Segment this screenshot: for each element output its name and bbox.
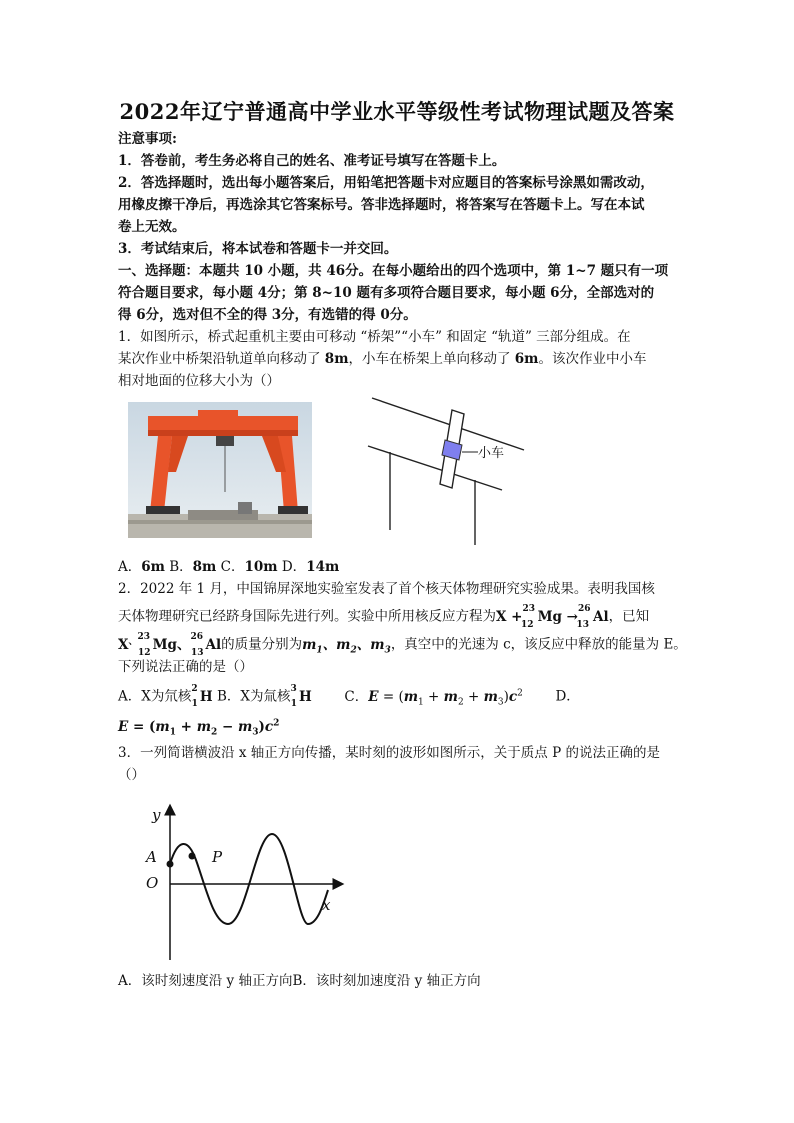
notice-heading: 注意事项: — [118, 131, 177, 147]
section-header: 符合题目要求，每小题 4分；第 8~10 题有多项符合题目要求，每小题 6分，全部选对的 — [118, 285, 655, 301]
q1-stem: 某次作业中桥架沿轨道单向移动了 8m，小车在桥架上单向移动了 6m。该次作业中小车 — [118, 351, 647, 367]
q3-stem: （） — [118, 767, 145, 783]
option-a[interactable]: A．6m — [118, 559, 165, 575]
option-a[interactable]: A．X为氘核$^2_1$ H — [118, 684, 213, 709]
q2-stem: $X^{、23}_{12}$ Mg、$^{26}_{13}$ Al的质量分别为$m_1$、$m_2$、$m_3$，真空中的光速为 c，该反应中释放的能量为 E。 — [118, 632, 687, 658]
notice-item: 1．答卷前，考生务必将自己的姓名、准考证号填写在答题卡上。 — [118, 153, 506, 169]
label-o: O — [146, 874, 159, 892]
notice-item: 3．考试结束后，将本试卷和答题卡一并交回。 — [118, 241, 398, 257]
option-b[interactable]: B．该时刻加速度沿 y 轴正方向 — [292, 973, 481, 989]
q2-stem: 天体物理研究已经跻身国际先进行列。实验中所用核反应方程为X +$^{23}_{12}$ Mg →$^{26}_{13}$ Al，已知 — [118, 604, 650, 630]
q2-stem: 下列说法正确的是（） — [118, 659, 253, 675]
option-a[interactable]: A．该时刻速度沿 y 轴正方向 — [118, 973, 293, 989]
option-c[interactable]: C．10m — [220, 559, 278, 575]
q2-option-d[interactable]: $E = (m_1 + m_2 - m_3)c^2$ — [118, 718, 280, 738]
nuclide-list: $X^{、23}_{12}$ Mg、$^{26}_{13}$ Al — [118, 632, 222, 658]
q1-stem: 相对地面的位移大小为（） — [118, 373, 280, 389]
point-p — [189, 853, 196, 860]
x-axis-label: x — [322, 896, 331, 914]
mass-symbols: $m_1$、$m_2$、$m_3$ — [302, 636, 391, 656]
q3-options — [118, 970, 688, 992]
option-c[interactable]: C．$E = (m_1 + m_2 + m_3)c^2$ — [344, 688, 523, 708]
reaction-equation: X +$^{23}_{12}$ Mg →$^{26}_{13}$ Al — [496, 604, 609, 630]
point-a — [167, 861, 174, 868]
section-header: 得 6分，选对但不全的得 3分，有选错的得 0分。 — [118, 307, 417, 323]
option-b[interactable]: B．X为氚核$^3_1$ H — [216, 684, 312, 709]
crane-diagram — [360, 390, 540, 559]
trolley-label: 小车 — [478, 446, 505, 461]
option-b[interactable]: B．8m — [169, 559, 217, 575]
q2-stem: 2．2022 年 1 月，中国锦屏深地实验室发表了首个核天体物理研究实验成果。表明我国核 — [118, 581, 655, 597]
q2-options — [118, 682, 688, 713]
notice-item: 2．答选择题时，选出每小题答案后，用铅笔把答题卡对应题目的答案标号涂黑如需改动， — [118, 175, 654, 191]
label-a: A — [146, 848, 157, 866]
q3-stem: 3．一列简谐横波沿 x 轴正方向传播，某时刻的波形如图所示，关于质点 P 的说法正确的是 — [118, 745, 660, 761]
crane-photo — [128, 402, 312, 538]
option-d-label[interactable]: D． — [555, 688, 580, 705]
notice-item: 用橡皮擦干净后，再选涂其它答案标号。答非选择题时，将答案写在答题卡上。写在本试 — [118, 197, 645, 213]
wave-curve — [170, 834, 331, 924]
wave-diagram — [138, 800, 358, 974]
page-title: 2022年辽宁普通高中学业水平等级性考试物理试题及答案 — [119, 99, 675, 124]
label-p: P — [212, 848, 223, 866]
option-d[interactable]: D．14m — [281, 559, 340, 575]
q1-options — [118, 556, 688, 578]
y-axis-label: y — [152, 806, 161, 824]
section-header: 一、选择题：本题共 10 小题，共 46分。在每小题给出的四个选项中，第 1~7 题只有一项 — [118, 263, 669, 279]
q1-stem: 1．如图所示，桥式起重机主要由可移动 “桥架”“小车” 和固定 “轨道” 三部分组成。在 — [118, 329, 631, 345]
notice-item: 卷上无效。 — [118, 219, 186, 235]
